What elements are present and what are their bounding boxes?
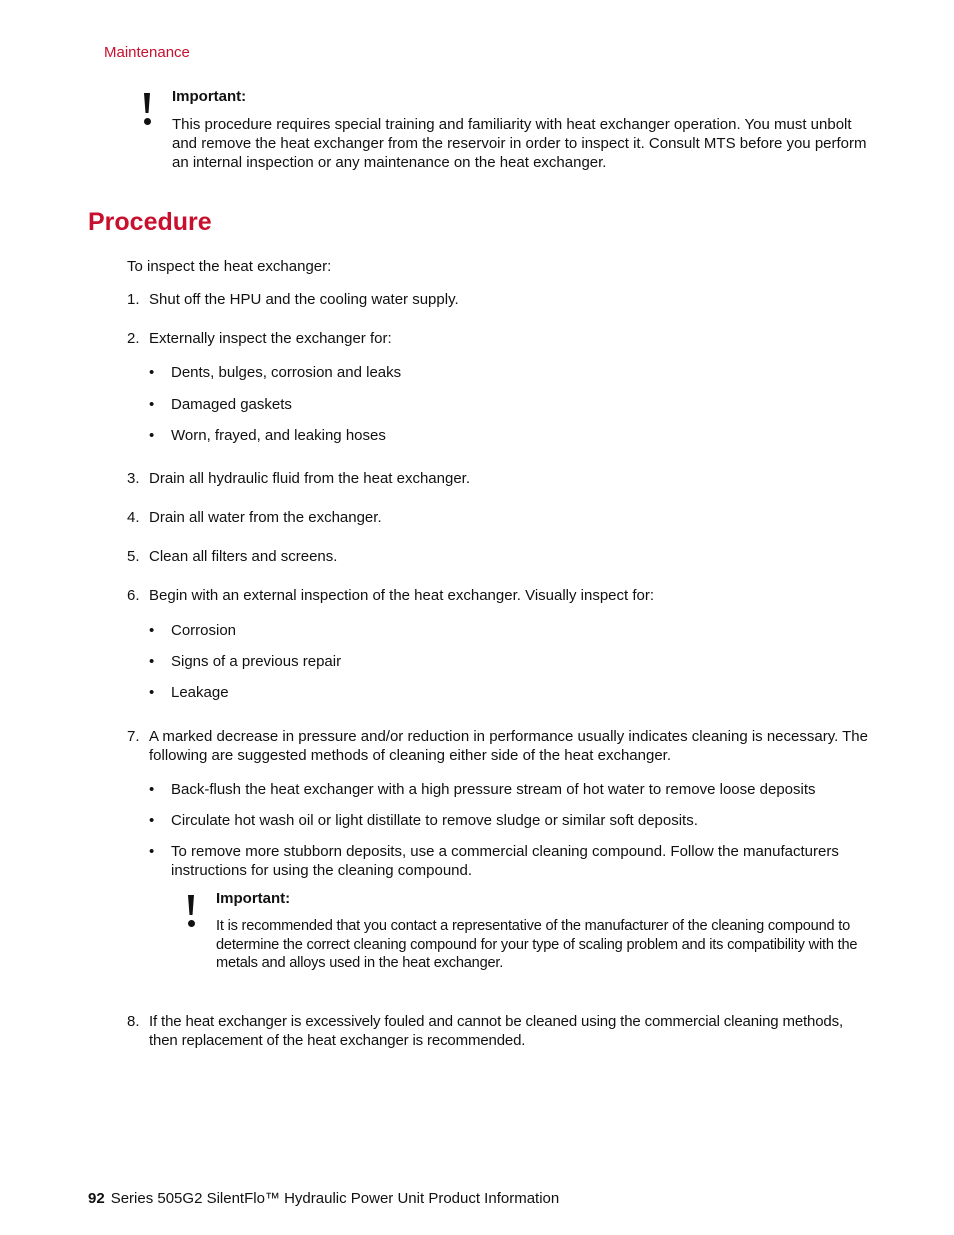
step-number: 3. bbox=[127, 470, 140, 487]
step-number: 1. bbox=[127, 291, 140, 308]
document-title: Series 505G2 SilentFlo™ Hydraulic Power Unit Product Information bbox=[110, 1190, 560, 1207]
list-item: Dents, bulges, corrosion and leaks bbox=[171, 364, 402, 381]
section-title: Procedure bbox=[88, 208, 212, 236]
important-text: This procedure requires special training and familiarity with heat exchanger operation. You must unbolt and remove the heat exchanger from the reservoir in order to inspect it. Consult MTS before you perform an internal inspection or any maintenance on the heat exchanger. bbox=[172, 116, 867, 171]
step-text: A marked decrease in pressure and/or reduction in performance usually indicates cleaning is necessary. The following are suggested methods of cleaning either side of the heat exchanger. bbox=[149, 728, 868, 764]
step-number: 6. bbox=[127, 587, 140, 604]
list-item: Circulate hot wash oil or light distillate to remove sludge or similar soft deposits. bbox=[171, 812, 698, 829]
step-number: 8. bbox=[127, 1013, 140, 1030]
step-text: If the heat exchanger is excessively fouled and cannot be cleaned using the commercial cleaning methods, then replacement of the heat exchanger is recommended. bbox=[149, 1013, 843, 1049]
bullet-marker: • bbox=[149, 622, 155, 639]
running-header: Maintenance bbox=[104, 44, 190, 61]
list-item: Signs of a previous repair bbox=[171, 653, 342, 670]
list-item: To remove more stubborn deposits, use a commercial cleaning compound. Follow the manufacturers instructions for using the cleaning compound. bbox=[171, 843, 839, 879]
bullet-marker: • bbox=[149, 684, 155, 701]
step-text: Begin with an external inspection of the heat exchanger. Visually inspect for: bbox=[149, 587, 655, 604]
bullet-marker: • bbox=[149, 364, 155, 381]
step-number: 2. bbox=[127, 330, 140, 347]
step-text: Shut off the HPU and the cooling water supply. bbox=[149, 291, 459, 308]
bullet-marker: • bbox=[149, 396, 155, 413]
list-item: Leakage bbox=[171, 684, 229, 701]
bullet-marker: • bbox=[149, 653, 155, 670]
bullet-marker: • bbox=[149, 843, 155, 860]
important-icon bbox=[187, 895, 197, 929]
step-number: 7. bbox=[127, 728, 140, 745]
page-number: 92 bbox=[88, 1190, 105, 1207]
step-text: Drain all water from the exchanger. bbox=[149, 509, 382, 526]
bullet-marker: • bbox=[149, 427, 155, 444]
important-label: Important: bbox=[216, 890, 291, 907]
step-number: 4. bbox=[127, 509, 140, 526]
list-item: Damaged gaskets bbox=[171, 396, 292, 413]
step-text: Clean all filters and screens. bbox=[149, 548, 338, 565]
step-text: Drain all hydraulic fluid from the heat exchanger. bbox=[149, 470, 471, 487]
list-item: Corrosion bbox=[171, 622, 237, 639]
page-footer bbox=[88, 1189, 559, 1208]
intro-text: To inspect the heat exchanger: bbox=[127, 258, 332, 275]
bullet-marker: • bbox=[149, 781, 155, 798]
bullet-marker: • bbox=[149, 812, 155, 829]
important-label: Important: bbox=[172, 88, 247, 105]
list-item: Worn, frayed, and leaking hoses bbox=[171, 427, 386, 444]
list-item: Back-flush the heat exchanger with a high pressure stream of hot water to remove loose deposits bbox=[171, 781, 816, 798]
step-text: Externally inspect the exchanger for: bbox=[149, 330, 392, 347]
important-icon bbox=[143, 93, 153, 127]
step-number: 5. bbox=[127, 548, 140, 565]
important-text: It is recommended that you contact a representative of the manufacturer of the cleaning compound to determine the correct cleaning compound for your type of scaling problem and its compatibility with the metals and alloys used in the heat exchanger. bbox=[216, 918, 858, 971]
